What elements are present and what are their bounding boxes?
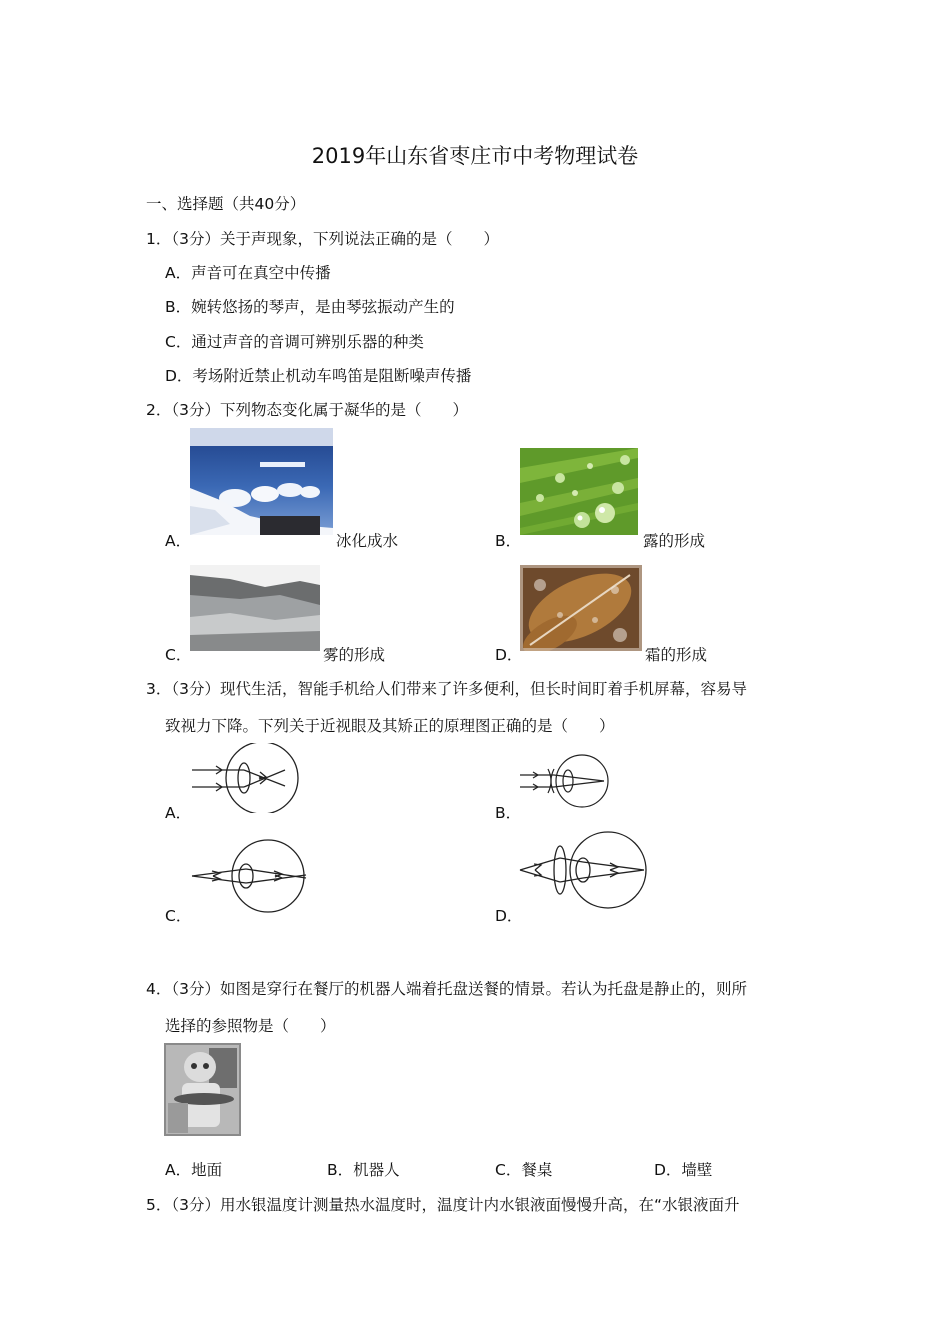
eye-diagram-d [518, 828, 648, 912]
q2-option-b-caption: 露的形成 [643, 532, 706, 550]
eye-diagram-c [190, 838, 310, 914]
dew-leaf-photo [520, 448, 638, 535]
q4-option-b: B．机器人 [327, 1161, 400, 1179]
q1-option-a: A．声音可在真空中传播 [165, 264, 331, 282]
q1-option-c: C．通过声音的音调可辨别乐器的种类 [165, 333, 424, 351]
q2-option-d-caption: 霜的形成 [645, 646, 708, 664]
robot-waiter-photo [164, 1043, 241, 1136]
q2-option-c-caption: 雾的形成 [323, 646, 386, 664]
q2-option-a-letter: A． [165, 532, 192, 550]
q3-option-a-letter: A． [165, 804, 192, 822]
section-heading: 一、选择题（共40分） [146, 195, 306, 213]
q1-option-d: D．考场附近禁止机动车鸣笛是阻断噪声传播 [165, 367, 472, 385]
frost-leaf-photo [520, 565, 642, 651]
q3-stem-line1: 3．（3分）现代生活，智能手机给人们带来了许多便利，但长时间盯着手机屏幕，容易导 [146, 680, 747, 698]
q4-option-c: C．餐桌 [495, 1161, 553, 1179]
q3-stem-line2: 致视力下降。下列关于近视眼及其矫正的原理图正确的是（ ） [165, 717, 615, 735]
fog-mountain-photo [190, 565, 320, 651]
q4-option-d: D．墙壁 [654, 1161, 713, 1179]
q2-option-a-caption: 冰化成水 [336, 532, 399, 550]
page-title: 2019年山东省枣庄市中考物理试卷 [311, 144, 639, 168]
q2-option-b-letter: B． [495, 532, 522, 550]
snow-river-photo [190, 428, 333, 535]
eye-diagram-b [518, 752, 610, 810]
eye-diagram-a [190, 743, 302, 813]
q3-option-d-letter: D． [495, 907, 523, 925]
q4-stem-line1: 4．（3分）如图是穿行在餐厅的机器人端着托盘送餐的情景。若认为托盘是静止的，则所 [146, 980, 747, 998]
q4-stem-line2: 选择的参照物是（ ） [165, 1017, 336, 1035]
q4-option-a: A．地面 [165, 1161, 223, 1179]
q3-option-b-letter: B． [495, 804, 522, 822]
q5-stem-line1: 5．（3分）用水银温度计测量热水温度时，温度计内水银液面慢慢升高，在“水银液面升 [146, 1196, 740, 1214]
q2-stem: 2．（3分）下列物态变化属于凝华的是（ ） [146, 401, 468, 419]
q2-option-d-letter: D． [495, 646, 523, 664]
q1-option-b: B．婉转悠扬的琴声，是由琴弦振动产生的 [165, 298, 455, 316]
q3-option-c-letter: C． [165, 907, 192, 925]
q2-option-c-letter: C． [165, 646, 192, 664]
q1-stem: 1．（3分）关于声现象，下列说法正确的是（ ） [146, 230, 499, 248]
